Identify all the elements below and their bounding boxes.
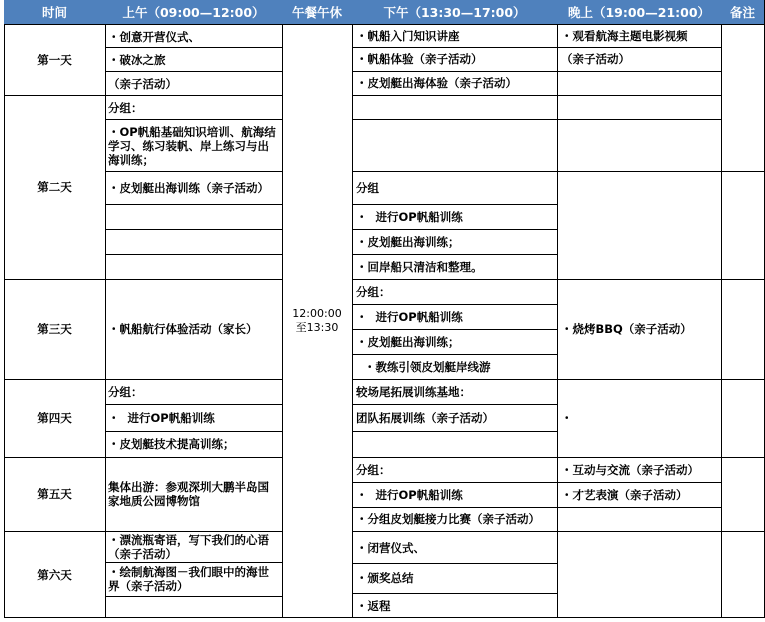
afternoon-item: ・帆船入门知识讲座 xyxy=(356,29,460,43)
afternoon-item: ・分组皮划艇接力比赛（亲子活动） xyxy=(356,512,540,526)
evening-item: ・互动与交流（亲子活动） xyxy=(561,462,699,477)
day-label: 第三天 xyxy=(37,322,72,336)
afternoon-item: ・教练引领皮划艇岸线游 xyxy=(356,359,491,374)
morning-item: 分组： xyxy=(108,385,143,399)
morning-item: （亲子活动） xyxy=(108,76,177,91)
afternoon-item: ・闭营仪式、 xyxy=(356,540,425,555)
morning-item: ・ 进行OP帆船训练 xyxy=(108,410,215,425)
morning-item: ・皮划艇出海训练（亲子活动） xyxy=(108,181,269,195)
morning-item: ・皮划艇技术提高训练； xyxy=(108,437,235,451)
morning-item: 集体出游：参观深圳大鹏半岛国家地质公园博物馆 xyxy=(108,480,269,508)
afternoon-item: ・颁奖总结 xyxy=(356,571,414,585)
header-time: 时间 xyxy=(4,0,105,24)
header-evening: 晚上（19:00—21:00） xyxy=(557,0,721,24)
morning-item: ・漂流瓶寄语，写下我们的心语（亲子活动） xyxy=(108,532,269,561)
lunch-time: 12:00:00 至13:30 xyxy=(292,307,342,334)
afternoon-item: ・返程 xyxy=(356,598,391,613)
day-label: 第六天 xyxy=(37,567,72,582)
day-label: 第四天 xyxy=(37,411,72,425)
morning-item: 分组： xyxy=(108,101,143,115)
header-afternoon: 下午（13:30—17:00） xyxy=(352,0,557,24)
afternoon-item: 分组： xyxy=(356,285,391,299)
afternoon-item: 分组： xyxy=(356,462,391,477)
morning-item: ・创意开营仪式、 xyxy=(108,30,200,44)
evening-item: ・才艺表演（亲子活动） xyxy=(561,487,688,502)
afternoon-item: ・ 进行OP帆船训练 xyxy=(356,487,463,502)
header-lunch: 午餐午休 xyxy=(282,0,352,24)
evening-item: ・观看航海主题电影视频 xyxy=(561,29,688,43)
evening-item: ・烧烤BBQ（亲子活动） xyxy=(561,322,692,336)
evening-item: （亲子活动） xyxy=(561,52,630,66)
afternoon-item: 分组 xyxy=(356,181,379,195)
evening-item: ・ xyxy=(561,411,573,425)
afternoon-item: ・皮划艇出海训练； xyxy=(356,334,460,349)
day-label: 第二天 xyxy=(37,180,72,194)
morning-item: ・绘制航海图－我们眼中的海世界（亲子活动） xyxy=(108,565,269,593)
afternoon-item: ・ 进行OP帆船训练 xyxy=(356,209,463,224)
day-label: 第五天 xyxy=(37,487,72,501)
afternoon-item: 团队拓展训练（亲子活动） xyxy=(356,410,494,425)
afternoon-item: 较场尾拓展训练基地： xyxy=(356,385,471,399)
morning-item: ・破冰之旅 xyxy=(108,53,166,67)
afternoon-item: ・ 进行OP帆船训练 xyxy=(356,309,463,324)
afternoon-item: ・帆船体验（亲子活动） xyxy=(356,52,483,66)
afternoon-item: ・皮划艇出海体验（亲子活动） xyxy=(356,76,517,90)
header-morning: 上午（09:00—12:00） xyxy=(105,0,282,24)
afternoon-item: ・皮划艇出海训练； xyxy=(356,234,460,249)
day-label: 第一天 xyxy=(37,52,72,67)
header-remarks: 备注 xyxy=(721,0,764,24)
morning-item: ・OP帆船基础知识培训、航海结学习、练习装帆、岸上练习与出海训练； xyxy=(108,124,276,167)
afternoon-item: ・回岸船只清洁和整理。 xyxy=(356,259,483,274)
morning-item: ・帆船航行体验活动（家长） xyxy=(108,322,258,336)
